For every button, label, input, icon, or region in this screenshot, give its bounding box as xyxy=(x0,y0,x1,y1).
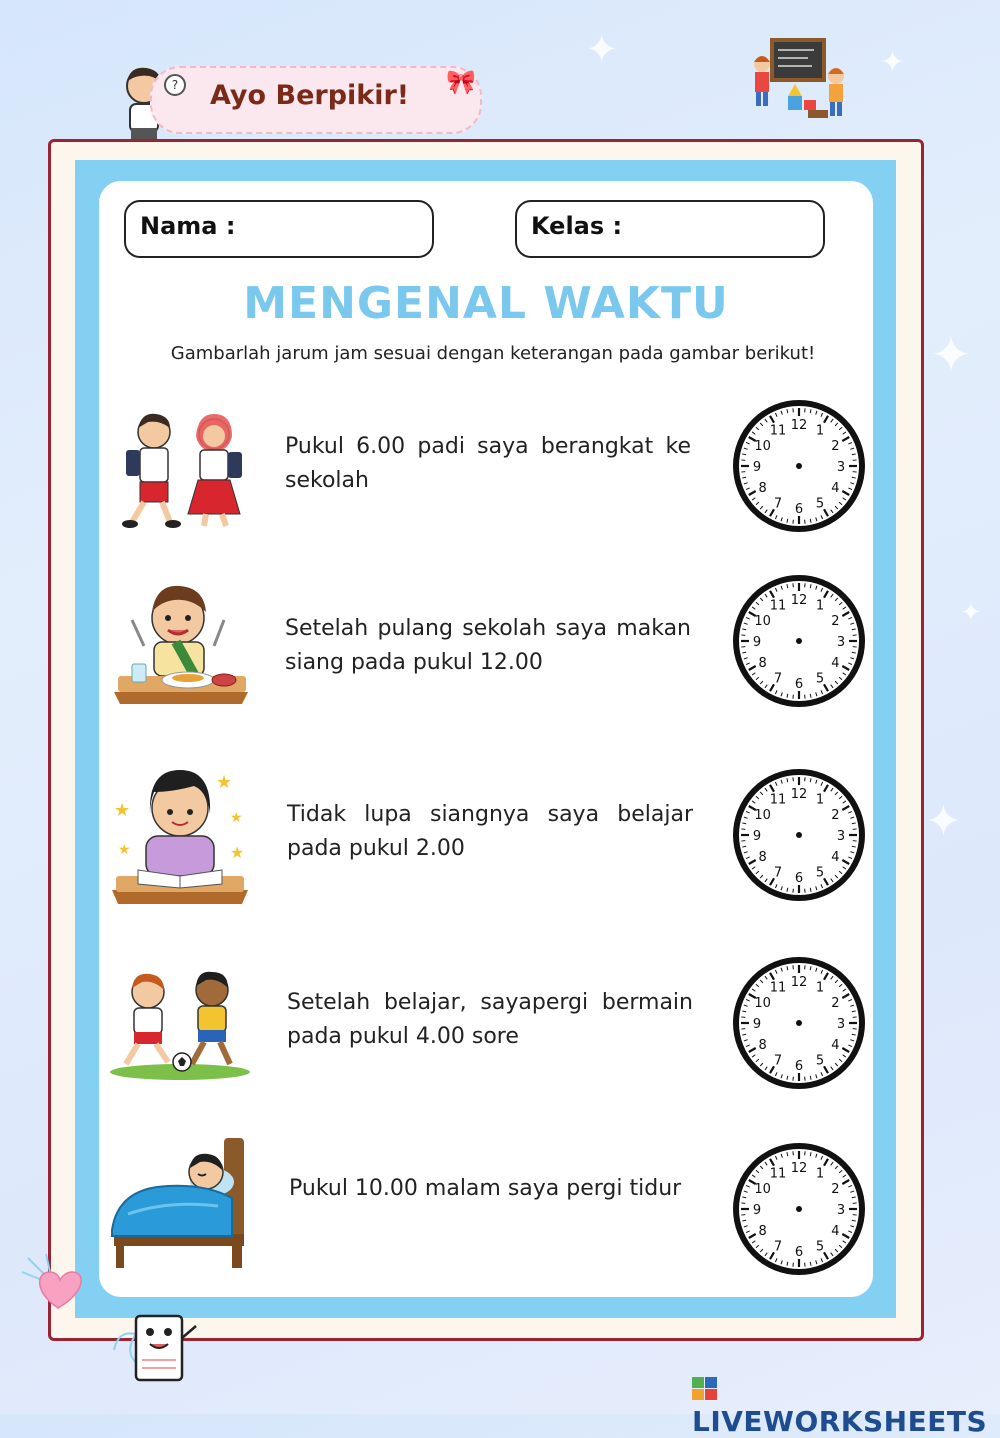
clock-number: 3 xyxy=(837,1017,845,1032)
clock-number: 7 xyxy=(774,1053,782,1068)
clock-number: 9 xyxy=(753,460,761,475)
clock-number: 8 xyxy=(758,656,766,671)
activity-text: Setelah belajar, sayapergi bermain pada pukul 4.00 sore xyxy=(287,986,693,1054)
clock-face[interactable] xyxy=(731,1141,867,1277)
clock-number: 1 xyxy=(816,424,824,439)
clock-number: 5 xyxy=(816,1053,824,1068)
clock-number: 4 xyxy=(831,1224,839,1239)
activity-text: Pukul 6.00 padi saya berangkat ke sekolah xyxy=(285,430,691,498)
clock-number: 10 xyxy=(754,614,771,629)
header-badge-label: Ayo Berpikir! xyxy=(210,80,409,111)
clock-number: 2 xyxy=(831,1182,839,1197)
clock-number: 12 xyxy=(791,593,808,608)
notepad-character-icon xyxy=(112,1310,202,1388)
girl-studying-illustration xyxy=(110,762,250,908)
clock-number: 2 xyxy=(831,614,839,629)
clock-number: 2 xyxy=(831,996,839,1011)
boy-eating-lunch-illustration xyxy=(112,580,250,710)
clock-number: 9 xyxy=(753,635,761,650)
clock-number: 7 xyxy=(774,1239,782,1254)
clock-number: 3 xyxy=(837,635,845,650)
activity-text: Tidak lupa siangnya saya belajar pada pukul 2.00 xyxy=(287,798,693,866)
clock-number: 10 xyxy=(754,1182,771,1197)
clock-face[interactable] xyxy=(731,955,867,1091)
clock-number: 2 xyxy=(831,439,839,454)
clock-number: 1 xyxy=(816,599,824,614)
liveworksheets-logo xyxy=(692,1372,1000,1438)
svg-text:★: ★ xyxy=(114,800,130,821)
clock-number: 11 xyxy=(770,793,787,808)
clock-number: 1 xyxy=(816,1167,824,1182)
svg-text:★: ★ xyxy=(230,843,244,862)
clock-number: 12 xyxy=(791,787,808,802)
clock-number: 3 xyxy=(837,460,845,475)
heart-icon xyxy=(14,1250,104,1320)
clock-number: 9 xyxy=(753,829,761,844)
clock-number: 2 xyxy=(831,808,839,823)
clock-number: 6 xyxy=(795,1245,803,1260)
classroom-kids-icon xyxy=(748,34,856,122)
sparkle-decoration: ✦ xyxy=(925,800,962,844)
worksheet-title: MENGENAL WAKTU xyxy=(99,278,873,329)
clock-number: 3 xyxy=(837,829,845,844)
boys-playing-football-illustration xyxy=(108,966,252,1082)
clock-number: 5 xyxy=(816,671,824,686)
clock-face[interactable] xyxy=(731,767,867,903)
clock-number: 9 xyxy=(753,1017,761,1032)
clock-number: 10 xyxy=(754,996,771,1011)
svg-text:★: ★ xyxy=(216,772,232,793)
clock-number: 6 xyxy=(795,871,803,886)
clock-number: 12 xyxy=(791,975,808,990)
clock-number: 6 xyxy=(795,677,803,692)
clock-face[interactable] xyxy=(731,573,867,709)
clock-number: 9 xyxy=(753,1203,761,1218)
clock-number: 5 xyxy=(816,1239,824,1254)
clock-number: 10 xyxy=(754,808,771,823)
clock-number: 7 xyxy=(774,671,782,686)
clock-number: 11 xyxy=(770,981,787,996)
class-field[interactable] xyxy=(515,200,825,258)
clock-number: 11 xyxy=(770,599,787,614)
clock-number: 6 xyxy=(795,1059,803,1074)
clock-number: 7 xyxy=(774,496,782,511)
sparkle-decoration: ✦ xyxy=(960,600,982,626)
clock-number: 8 xyxy=(758,1038,766,1053)
clock-number: 11 xyxy=(770,424,787,439)
brand-name: LIVEWORKSHEETS xyxy=(692,1405,987,1438)
clock-number: 8 xyxy=(758,850,766,865)
class-label: Kelas : xyxy=(531,212,622,240)
name-label: Nama : xyxy=(140,212,235,240)
clock-number: 4 xyxy=(831,1038,839,1053)
sparkle-decoration: ✦ xyxy=(880,48,905,78)
clock-number: 3 xyxy=(837,1203,845,1218)
clock-number: 12 xyxy=(791,1161,808,1176)
svg-text:★: ★ xyxy=(118,842,131,858)
clock-number: 4 xyxy=(831,656,839,671)
header-badge xyxy=(150,66,482,134)
clock-center-dot xyxy=(796,463,802,469)
clock-number: 8 xyxy=(758,481,766,496)
ribbon-bow-icon: 🎀 xyxy=(446,68,476,96)
worksheet-instruction: Gambarlah jarum jam sesuai dengan keterangan pada gambar berikut! xyxy=(170,340,816,368)
clock-number: 12 xyxy=(791,418,808,433)
question-icon: ? xyxy=(164,74,186,96)
clock-number: 1 xyxy=(816,793,824,808)
svg-text:★: ★ xyxy=(230,810,243,826)
children-walking-to-school-illustration xyxy=(118,410,250,532)
clock-number: 7 xyxy=(774,865,782,880)
clock-number: 4 xyxy=(831,850,839,865)
clock-center-dot xyxy=(796,832,802,838)
liveworksheets-logo-icon xyxy=(692,1377,718,1401)
clock-number: 10 xyxy=(754,439,771,454)
child-sleeping-illustration xyxy=(108,1134,254,1282)
clock-center-dot xyxy=(796,1206,802,1212)
clock-number: 8 xyxy=(758,1224,766,1239)
activity-text: Pukul 10.00 malam saya pergi tidur xyxy=(289,1172,695,1206)
activity-text: Setelah pulang sekolah saya makan siang pada pukul 12.00 xyxy=(285,612,691,680)
clock-number: 4 xyxy=(831,481,839,496)
clock-face[interactable] xyxy=(731,398,867,534)
clock-number: 5 xyxy=(816,865,824,880)
name-field[interactable] xyxy=(124,200,434,258)
clock-number: 6 xyxy=(795,502,803,517)
clock-center-dot xyxy=(796,638,802,644)
clock-center-dot xyxy=(796,1020,802,1026)
clock-number: 11 xyxy=(770,1167,787,1182)
sparkle-decoration: ✦ xyxy=(585,30,619,70)
clock-number: 1 xyxy=(816,981,824,996)
clock-number: 5 xyxy=(816,496,824,511)
sparkle-decoration: ✦ xyxy=(930,330,972,380)
